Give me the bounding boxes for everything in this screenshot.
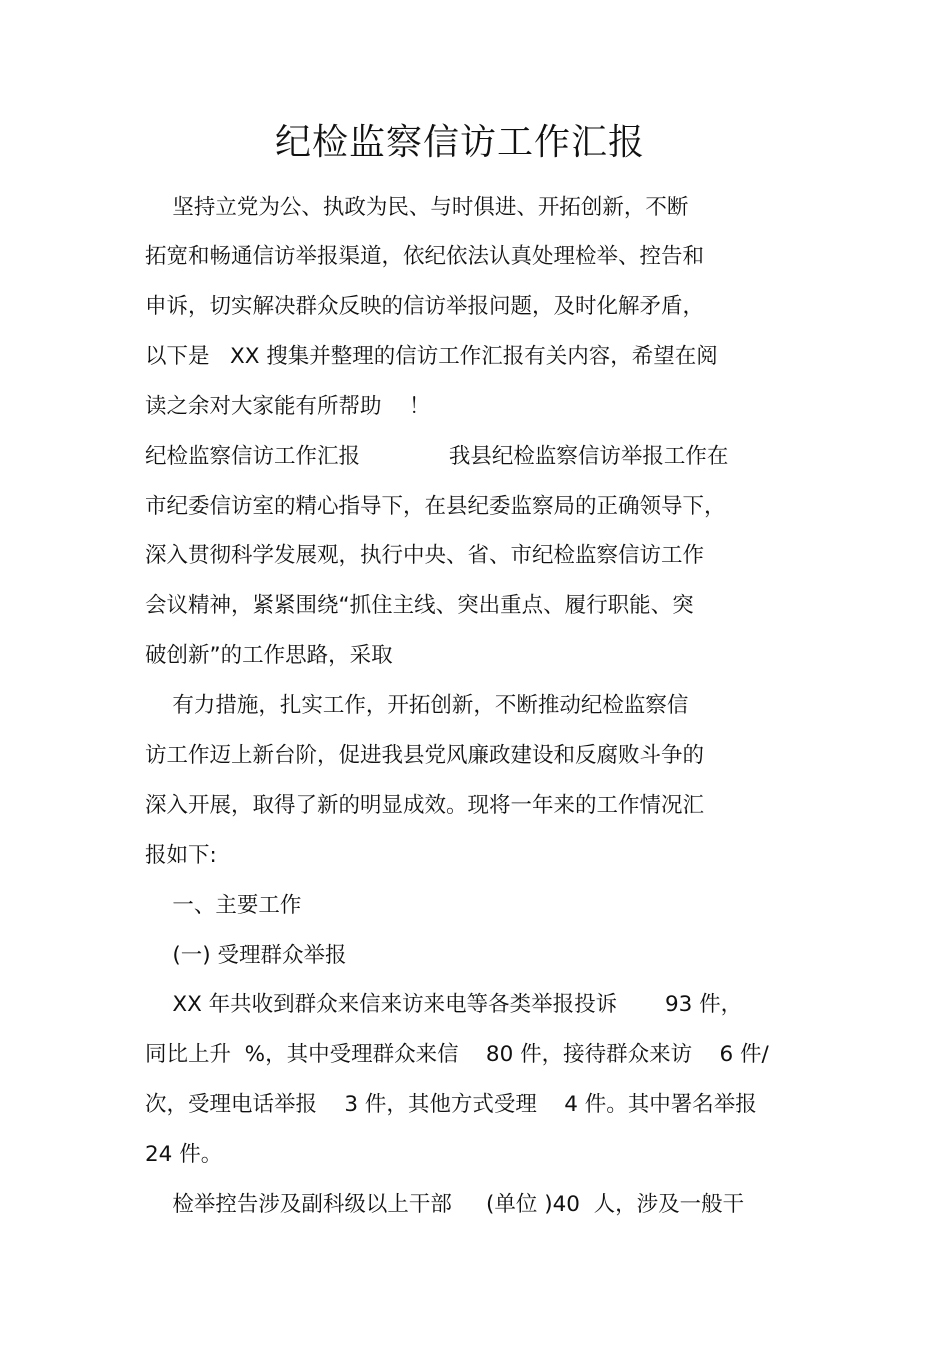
paragraph-line: 市纪委信访室的精心指导下，在县纪委监察局的正确领导下，: [145, 494, 726, 519]
paragraph-line: XX 年共收到群众来信来访来电等各类举报投诉 93 件，: [145, 992, 743, 1017]
paragraph-line: 会议精神，紧紧围绕“抓住主线、突出重点、履行职能、突: [145, 593, 694, 618]
paragraph-line: 读之余对大家能有所帮助 ！: [145, 394, 431, 419]
paragraph-line: 申诉，切实解决群众反映的信访举报问题，及时化解矛盾，: [145, 294, 705, 319]
paragraph-line: 深入开展，取得了新的明显成效。现将一年来的工作情况汇: [145, 793, 705, 818]
paragraph-line: 深入贯彻科学发展观，执行中央、省、市纪检监察信访工作: [145, 543, 705, 568]
paragraph-line: 以下是 XX 搜集并整理的信访工作汇报有关内容，希望在阅: [145, 344, 718, 369]
paragraph-line: 纪检监察信访工作汇报 我县纪检监察信访举报工作在: [145, 444, 729, 469]
paragraph-line: 破创新”的工作思路，采取: [145, 643, 393, 668]
paragraph-line: 24 件。: [145, 1142, 223, 1167]
paragraph-line: 拓宽和畅通信访举报渠道，依纪依法认真处理检举、控告和: [145, 244, 705, 269]
paragraph-line: 有力措施，扎实工作，开拓创新，不断推动纪检监察信: [145, 693, 689, 718]
paragraph-line: 坚持立党为公、执政为民、与时俱进、开拓创新，不断: [145, 195, 689, 220]
section-heading: 一、主要工作: [145, 893, 302, 918]
document-title: 纪检监察信访工作汇报: [274, 122, 645, 163]
paragraph-line: 检举控告涉及副科级以上干部 (单位 )40 人，涉及一般干: [145, 1192, 745, 1217]
paragraph-line: 访工作迈上新台阶，促进我县党风廉政建设和反腐败斗争的: [145, 743, 705, 768]
paragraph-line: 同比上升 %，其中受理群众来信 80 件，接待群众来访 6 件/: [145, 1042, 769, 1067]
subsection-heading: (一) 受理群众举报: [145, 943, 347, 968]
paragraph-line: 报如下:: [145, 843, 217, 868]
paragraph-line: 次，受理电话举报 3 件，其他方式受理 4 件。其中署名举报: [145, 1092, 757, 1117]
